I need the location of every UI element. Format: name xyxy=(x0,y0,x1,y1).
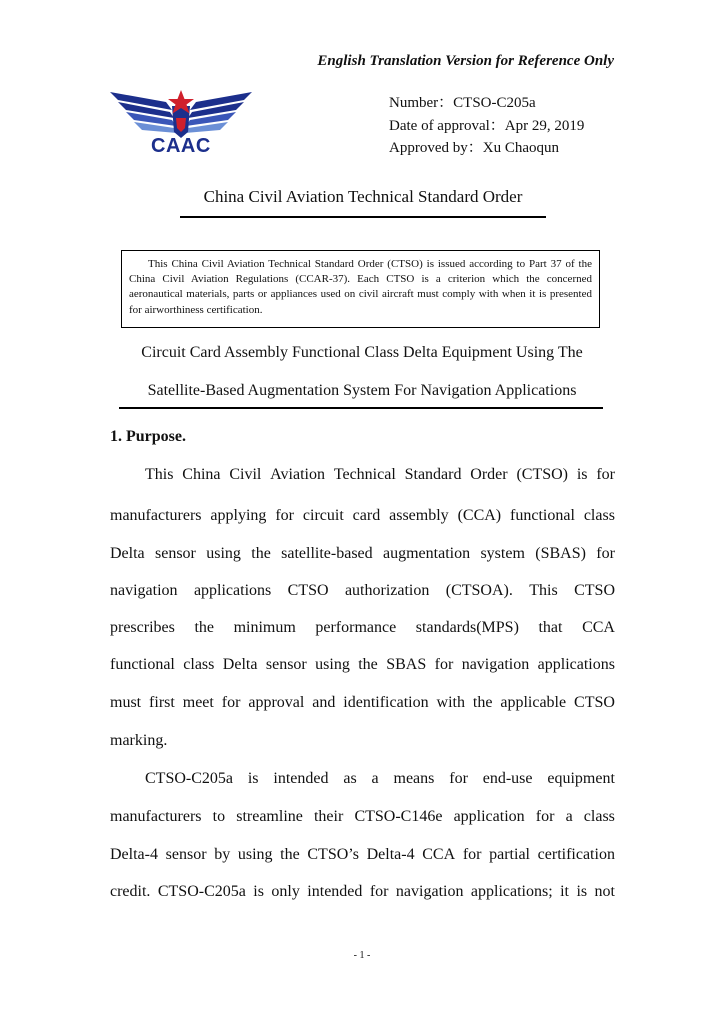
body-line xyxy=(110,506,615,526)
word: first xyxy=(149,694,175,711)
word: applications; xyxy=(470,883,553,900)
subject-line-2: Satellite-Based Augmentation System For Navigation Applications xyxy=(147,382,577,399)
word: using xyxy=(315,656,350,673)
word: (CCA) xyxy=(457,507,502,524)
body-line: marking. xyxy=(110,732,168,749)
word: not xyxy=(594,883,615,900)
word: certification xyxy=(537,846,615,863)
word: equipment xyxy=(547,770,615,787)
word: sensor xyxy=(155,545,196,562)
word: end-use xyxy=(482,770,533,787)
word: a xyxy=(371,770,379,787)
word: for xyxy=(369,883,389,900)
word: applications xyxy=(193,582,272,599)
word: applying xyxy=(210,507,267,524)
word: class xyxy=(583,808,615,825)
word: intended xyxy=(273,770,329,787)
word: meet xyxy=(182,694,214,711)
word: the xyxy=(194,619,214,636)
body-line xyxy=(110,618,615,638)
word: navigation xyxy=(461,656,530,673)
translation-note: English Translation Version for Reference Only xyxy=(317,53,614,69)
word: CTSO-C205a xyxy=(145,770,233,787)
word: that xyxy=(538,619,563,636)
word: the xyxy=(358,656,378,673)
body-line xyxy=(110,655,615,675)
document-number: Number：CTSO-C205a xyxy=(389,95,536,111)
word: authorization xyxy=(344,582,430,599)
word: credit. xyxy=(110,883,151,900)
word: assembly xyxy=(389,507,449,524)
word: using xyxy=(206,545,241,562)
word: Aviation xyxy=(270,466,325,483)
word: Delta xyxy=(110,545,145,562)
word: only xyxy=(271,883,300,900)
body-line xyxy=(145,465,615,485)
document-title: China Civil Aviation Technical Standard Order xyxy=(203,187,523,206)
body-line xyxy=(110,693,615,713)
body-line xyxy=(110,882,615,902)
word: for xyxy=(596,466,615,483)
subject-line-1: Circuit Card Assembly Functional Class Delta Equipment Using The xyxy=(141,344,583,361)
word: the xyxy=(251,545,271,562)
section-heading: 1. Purpose. xyxy=(110,428,186,445)
word: to xyxy=(212,808,226,825)
word: is xyxy=(253,883,264,900)
word: This xyxy=(145,466,174,483)
word: with xyxy=(436,694,465,711)
word: CCA xyxy=(582,619,615,636)
word: Civil xyxy=(229,466,262,483)
word: for xyxy=(221,694,241,711)
title-divider xyxy=(180,216,546,218)
word: it xyxy=(560,883,569,900)
notice-box: This China Civil Aviation Technical Standard Order (CTSO) is issued according to Part 37 of the China Civil Aviation Regulations (CCAR-37). Each CTSO is a criterion which the concerned aeronautical materials, parts or appliances used on civil aircraft must comply with when it is presented for airworthiness certification. xyxy=(121,250,600,328)
word: intended xyxy=(307,883,363,900)
word: their xyxy=(313,808,344,825)
word: navigation xyxy=(110,582,178,599)
word: is xyxy=(576,466,588,483)
word: (SBAS) xyxy=(535,545,586,562)
word: streamline xyxy=(236,808,303,825)
word: approval xyxy=(248,694,305,711)
word: China xyxy=(182,466,221,483)
word: This xyxy=(529,582,558,599)
page-number: - 1 - xyxy=(353,950,371,961)
word: applicable xyxy=(500,694,567,711)
body-line xyxy=(110,544,615,564)
word: class xyxy=(583,507,615,524)
word: satellite-based xyxy=(281,545,373,562)
word: for xyxy=(449,770,468,787)
word: the xyxy=(472,694,493,711)
word: the xyxy=(280,846,300,863)
word: CTSO-C205a xyxy=(157,883,246,900)
word: Order xyxy=(470,466,508,483)
word: a xyxy=(565,808,573,825)
word: Technical xyxy=(333,466,396,483)
approved-by: Approved by：Xu Chaoqun xyxy=(389,140,559,156)
word: identification xyxy=(343,694,429,711)
word: CTSO xyxy=(574,582,615,599)
word: CCA xyxy=(422,846,456,863)
word: CTSO xyxy=(287,582,329,599)
body-line xyxy=(110,581,615,601)
word: sensor xyxy=(265,656,307,673)
word: functional xyxy=(510,507,575,524)
caac-logo-text: CAAC xyxy=(151,135,211,157)
word: for xyxy=(462,846,482,863)
word: for xyxy=(596,545,615,562)
word: system xyxy=(480,545,525,562)
body-line xyxy=(145,769,615,789)
word: partial xyxy=(489,846,530,863)
word: CTSO-C146e xyxy=(354,808,443,825)
word: performance xyxy=(315,619,397,636)
word: standards(MPS) xyxy=(415,619,519,636)
word: circuit xyxy=(302,507,344,524)
word: means xyxy=(393,770,435,787)
word: minimum xyxy=(233,619,296,636)
word: Delta xyxy=(222,656,258,673)
word: for xyxy=(535,808,555,825)
word: applications xyxy=(537,656,615,673)
word: navigation xyxy=(395,883,464,900)
word: must xyxy=(110,694,142,711)
word: by xyxy=(214,846,231,863)
word: as xyxy=(343,770,357,787)
word: application xyxy=(453,808,525,825)
word: (CTSO) xyxy=(516,466,568,483)
word: CTSO’s xyxy=(307,846,359,863)
document-meta xyxy=(389,92,584,160)
approval-date: Date of approval：Apr 29, 2019 xyxy=(389,117,585,134)
word: prescribes xyxy=(110,619,175,636)
word: for xyxy=(434,656,454,673)
word: (CTSOA). xyxy=(445,582,513,599)
word: card xyxy=(352,507,381,524)
word: sensor xyxy=(165,846,207,863)
word: is xyxy=(576,883,588,900)
word: class xyxy=(183,656,215,673)
word: is xyxy=(247,770,259,787)
word: manufacturers xyxy=(110,507,202,524)
word: manufacturers xyxy=(110,808,202,825)
word: SBAS xyxy=(386,656,427,673)
body-line xyxy=(110,845,615,865)
word: augmentation xyxy=(383,545,471,562)
word: CTSO xyxy=(574,694,615,711)
body-line xyxy=(110,807,615,827)
word: Standard xyxy=(404,466,462,483)
word: and xyxy=(312,694,336,711)
word: using xyxy=(237,846,273,863)
word: for xyxy=(275,507,294,524)
word: Delta-4 xyxy=(110,846,158,863)
subject-divider xyxy=(119,407,603,409)
word: Delta-4 xyxy=(366,846,415,863)
word: functional xyxy=(110,656,175,673)
